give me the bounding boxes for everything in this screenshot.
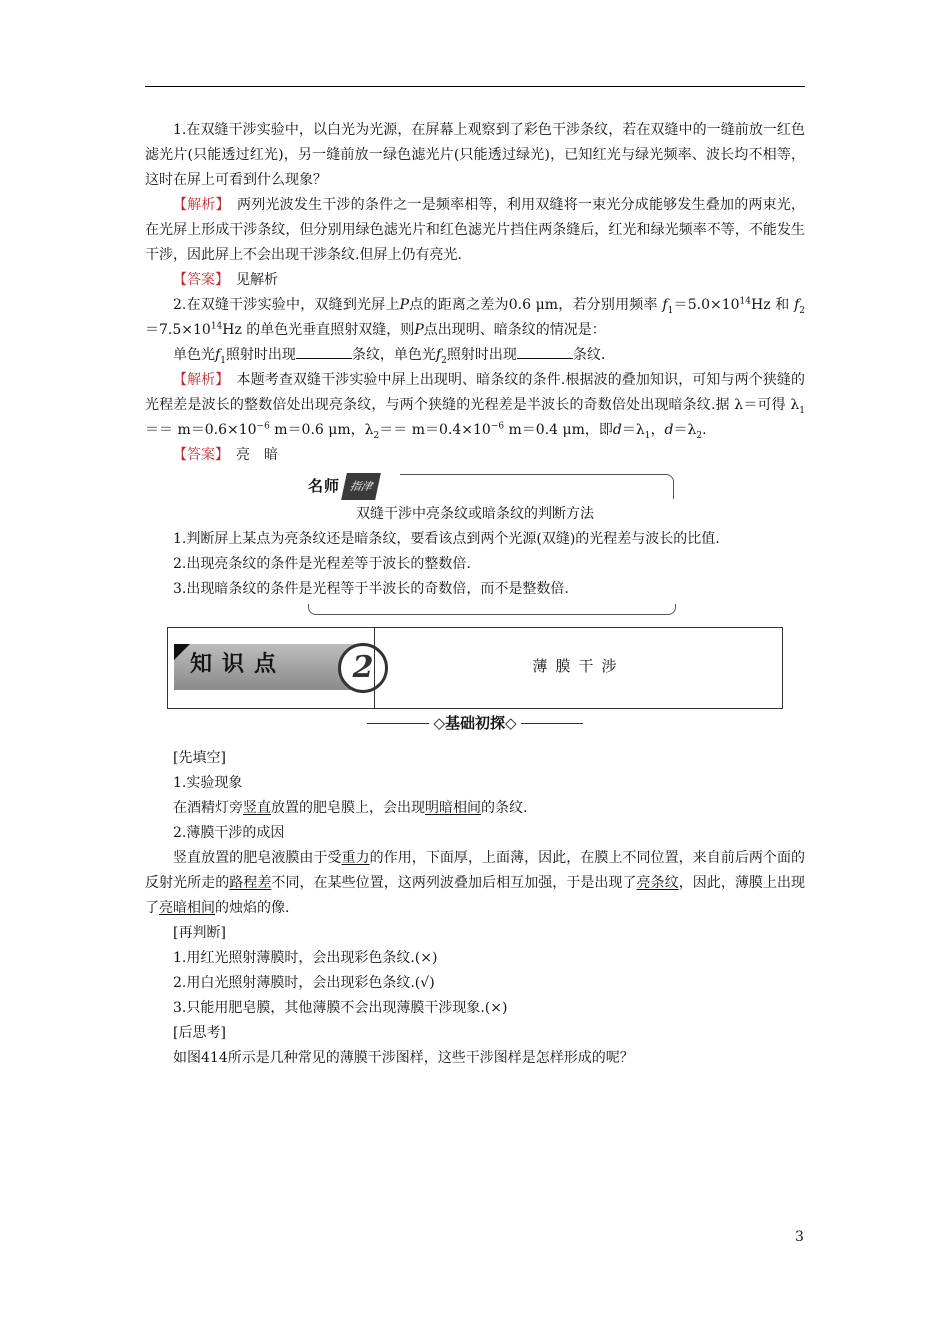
fill-text: 竖直放置的肥皂液膜由于受 (173, 850, 342, 866)
fill-text: 的作用，下面厚，上面薄，因此，在膜上不同位置，来自前后两个面的反射光所走的 (145, 850, 806, 891)
fill-underlined: 竖直 (243, 800, 271, 816)
q2-sub: 1 (220, 355, 226, 366)
fill-text: ，因此，薄膜上出现了 (145, 875, 806, 916)
q2-text: 点出现明、暗条纹的情况是： (423, 322, 606, 338)
heading-line-left (367, 723, 429, 724)
q2-analysis-text: m＝0.6 μm，λ (269, 422, 374, 438)
q2-answer-text: 亮 暗 (236, 447, 278, 463)
q2-exp: 14 (210, 321, 223, 332)
q2-analysis (145, 368, 805, 443)
q1-question: 1.在双缝干涉实验中，以白光为光源，在屏幕上观察到了彩色干涉条纹，若在双缝中的一缝前放一红色滤光片(只能透过红光)，另一缝前放一绿色滤光片(只能透过绿光)，已知红光与绿光频率、波长均不相等，这时在屏上可看到什么现象？ (145, 122, 805, 188)
mingshi-badge-sub: 指津 (341, 473, 381, 500)
q2-sub: 1 (644, 430, 651, 441)
q2-analysis-text: 本题考查双缝干涉实验中屏上出现明、暗条纹的条件.根据波的叠加知识，可知与两个狭缝的光程差是波长的整数倍处出现亮条纹，与两个狭缝的光程差是半波长的奇数倍处出现暗条纹.据 λ＝可得 λ (145, 372, 806, 413)
section-heading-text: ◇基础初探◇ (433, 714, 517, 732)
q2-exp: −6 (490, 421, 505, 432)
q2-var-f2: f (435, 347, 442, 363)
mingshi-badge (308, 476, 378, 496)
mingshi-item: 1.判断屏上某点为亮条纹还是暗条纹，要看该点到两个光源(双缝)的光程差与波长的比值. (173, 531, 720, 547)
q2-text: 条纹，单色光 (351, 347, 436, 363)
analysis-tag: 【解析】 (173, 197, 223, 213)
q2-text: 点的距离之差为0.6 μm，若分别用频率 (409, 297, 658, 313)
q2-question (145, 293, 805, 343)
answer-tag: 【答案】 (173, 272, 222, 288)
think-text: 如图414所示是几种常见的薄膜干涉图样，这些干涉图样是怎样形成的呢？ (173, 1050, 634, 1066)
heading-line-right (521, 723, 583, 724)
q2-text: 单色光 (173, 347, 215, 363)
q2-text: 条纹. (572, 347, 606, 363)
page-number: 3 (795, 1229, 804, 1245)
mingshi-frame (400, 474, 674, 499)
q2-text: 照射时出现 (225, 347, 296, 363)
q2-sub: 2 (799, 305, 806, 316)
fill-s2-title: 2.薄膜干涉的成因 (173, 825, 285, 841)
judge-item: 2.用白光照射薄膜时，会出现彩色条纹.(√) (173, 975, 435, 991)
mingshi-title: 双缝干涉中亮条纹或暗条纹的判断方法 (356, 506, 594, 522)
answer-tag: 【答案】 (173, 447, 222, 463)
q2-analysis-text: ＝λ (621, 422, 645, 438)
fill-underlined: 亮条纹 (636, 875, 679, 891)
fill-underlined: 路程差 (229, 875, 272, 891)
q2-analysis-text: ＝＝ m＝0.4×10 (379, 422, 491, 438)
mingshi-item: 3.出现暗条纹的条件是光程等于半波长的奇数倍，而不是整数倍. (173, 581, 569, 597)
q2-text: Hz 的单色光垂直照射双缝，则 (222, 322, 415, 338)
fill-text: 的条纹. (481, 800, 528, 816)
q2-analysis-text: ＝＝ m＝0.6×10 (145, 422, 257, 438)
q2-answer (145, 443, 805, 468)
banner-corner (174, 644, 190, 660)
mingshi-item: 2.出现亮条纹的条件是光程差等于波长的整数倍. (173, 556, 471, 572)
fill-underlined: 重力 (341, 850, 370, 866)
fill-text: 的烛焰的像. (215, 900, 290, 916)
knowledge-point-title: 薄膜干涉 (532, 657, 625, 675)
q2-sub: 1 (799, 405, 805, 416)
q2-var-f2: f (794, 297, 800, 313)
answer-blank[interactable] (517, 344, 573, 359)
section-heading (145, 711, 805, 736)
q2-exp: −6 (256, 421, 270, 432)
header-rule (145, 86, 805, 87)
mingshi-header (308, 474, 674, 502)
q2-text: Hz 和 (750, 297, 790, 313)
fill-text: 放置的肥皂膜上，会出现 (271, 800, 425, 816)
judge-item: 3.只能用肥皂膜，其他薄膜不会出现薄膜干涉现象.(×) (173, 1000, 508, 1016)
judge-item: 1.用红光照射薄膜时，会出现彩色条纹.(×) (173, 950, 438, 966)
q2-sub: 2 (696, 430, 703, 441)
q2-var-p: P (414, 322, 424, 338)
analysis-tag: 【解析】 (173, 372, 223, 388)
q2-exp: 14 (739, 296, 751, 307)
q1-analysis (145, 193, 805, 268)
fill-text: 在酒精灯旁 (173, 800, 243, 816)
q2-text: 2.在双缝干涉实验中，双缝到光屏上 (173, 297, 400, 313)
knowledge-point-label: 知识点 (190, 652, 287, 677)
q2-text: ＝5.0×10 (673, 297, 740, 313)
answer-blank[interactable] (296, 344, 352, 359)
q2-text: ＝7.5×10 (145, 322, 211, 338)
page-content (145, 118, 805, 1071)
q2-analysis-text: ＝λ (673, 422, 697, 438)
q2-var-f1: f (215, 347, 221, 363)
q1-analysis-text: 两列光波发生干涉的条件之一是频率相等，利用双缝将一束光分成能够发生叠加的两束光，在光屏上形成干涉条纹，但分别用绿色滤光片和红色滤光片挡住两条缝后，红光和绿光频率不等，不能发生干涉，因此屏上不会出现干涉条纹.但屏上仍有亮光. (145, 197, 806, 263)
q2-sub: 2 (441, 355, 447, 366)
q2-var-d: d (612, 422, 622, 438)
judge-heading: [再判断] (173, 925, 226, 941)
mingshi-badge-main: 名师 (308, 476, 341, 495)
think-heading: [后思考] (173, 1025, 226, 1041)
fill-s1-text (145, 796, 805, 821)
q2-analysis-text: . (702, 422, 707, 438)
fill-s1-title: 1.实验现象 (173, 775, 243, 791)
q2-var-p: P (399, 297, 410, 313)
knowledge-point-box (167, 627, 783, 709)
q2-text: 照射时出现 (446, 347, 517, 363)
fill-underlined: 亮暗相间 (159, 900, 215, 916)
q1-answer (145, 268, 805, 293)
q2-sub: 2 (373, 430, 380, 441)
fill-text: 不同，在某些位置，这两列波叠加后相互加强，于是出现了 (271, 875, 637, 891)
fill-underlined: 明暗相间 (425, 800, 481, 816)
fill-heading: [先填空] (173, 750, 226, 766)
q1-answer-text: 见解析 (236, 272, 278, 288)
q2-analysis-text: m＝0.4 μm，即 (504, 422, 613, 438)
fill-s2-text (145, 846, 805, 921)
q2-var-d: d (664, 422, 674, 438)
q2-analysis-text: ， (650, 422, 665, 438)
knowledge-point-number: 2 (338, 643, 388, 693)
q2-blanks-line (145, 343, 805, 368)
q2-sub: 1 (667, 305, 674, 316)
mingshi-frame-bottom (308, 604, 676, 615)
q2-var-f1: f (662, 297, 668, 313)
